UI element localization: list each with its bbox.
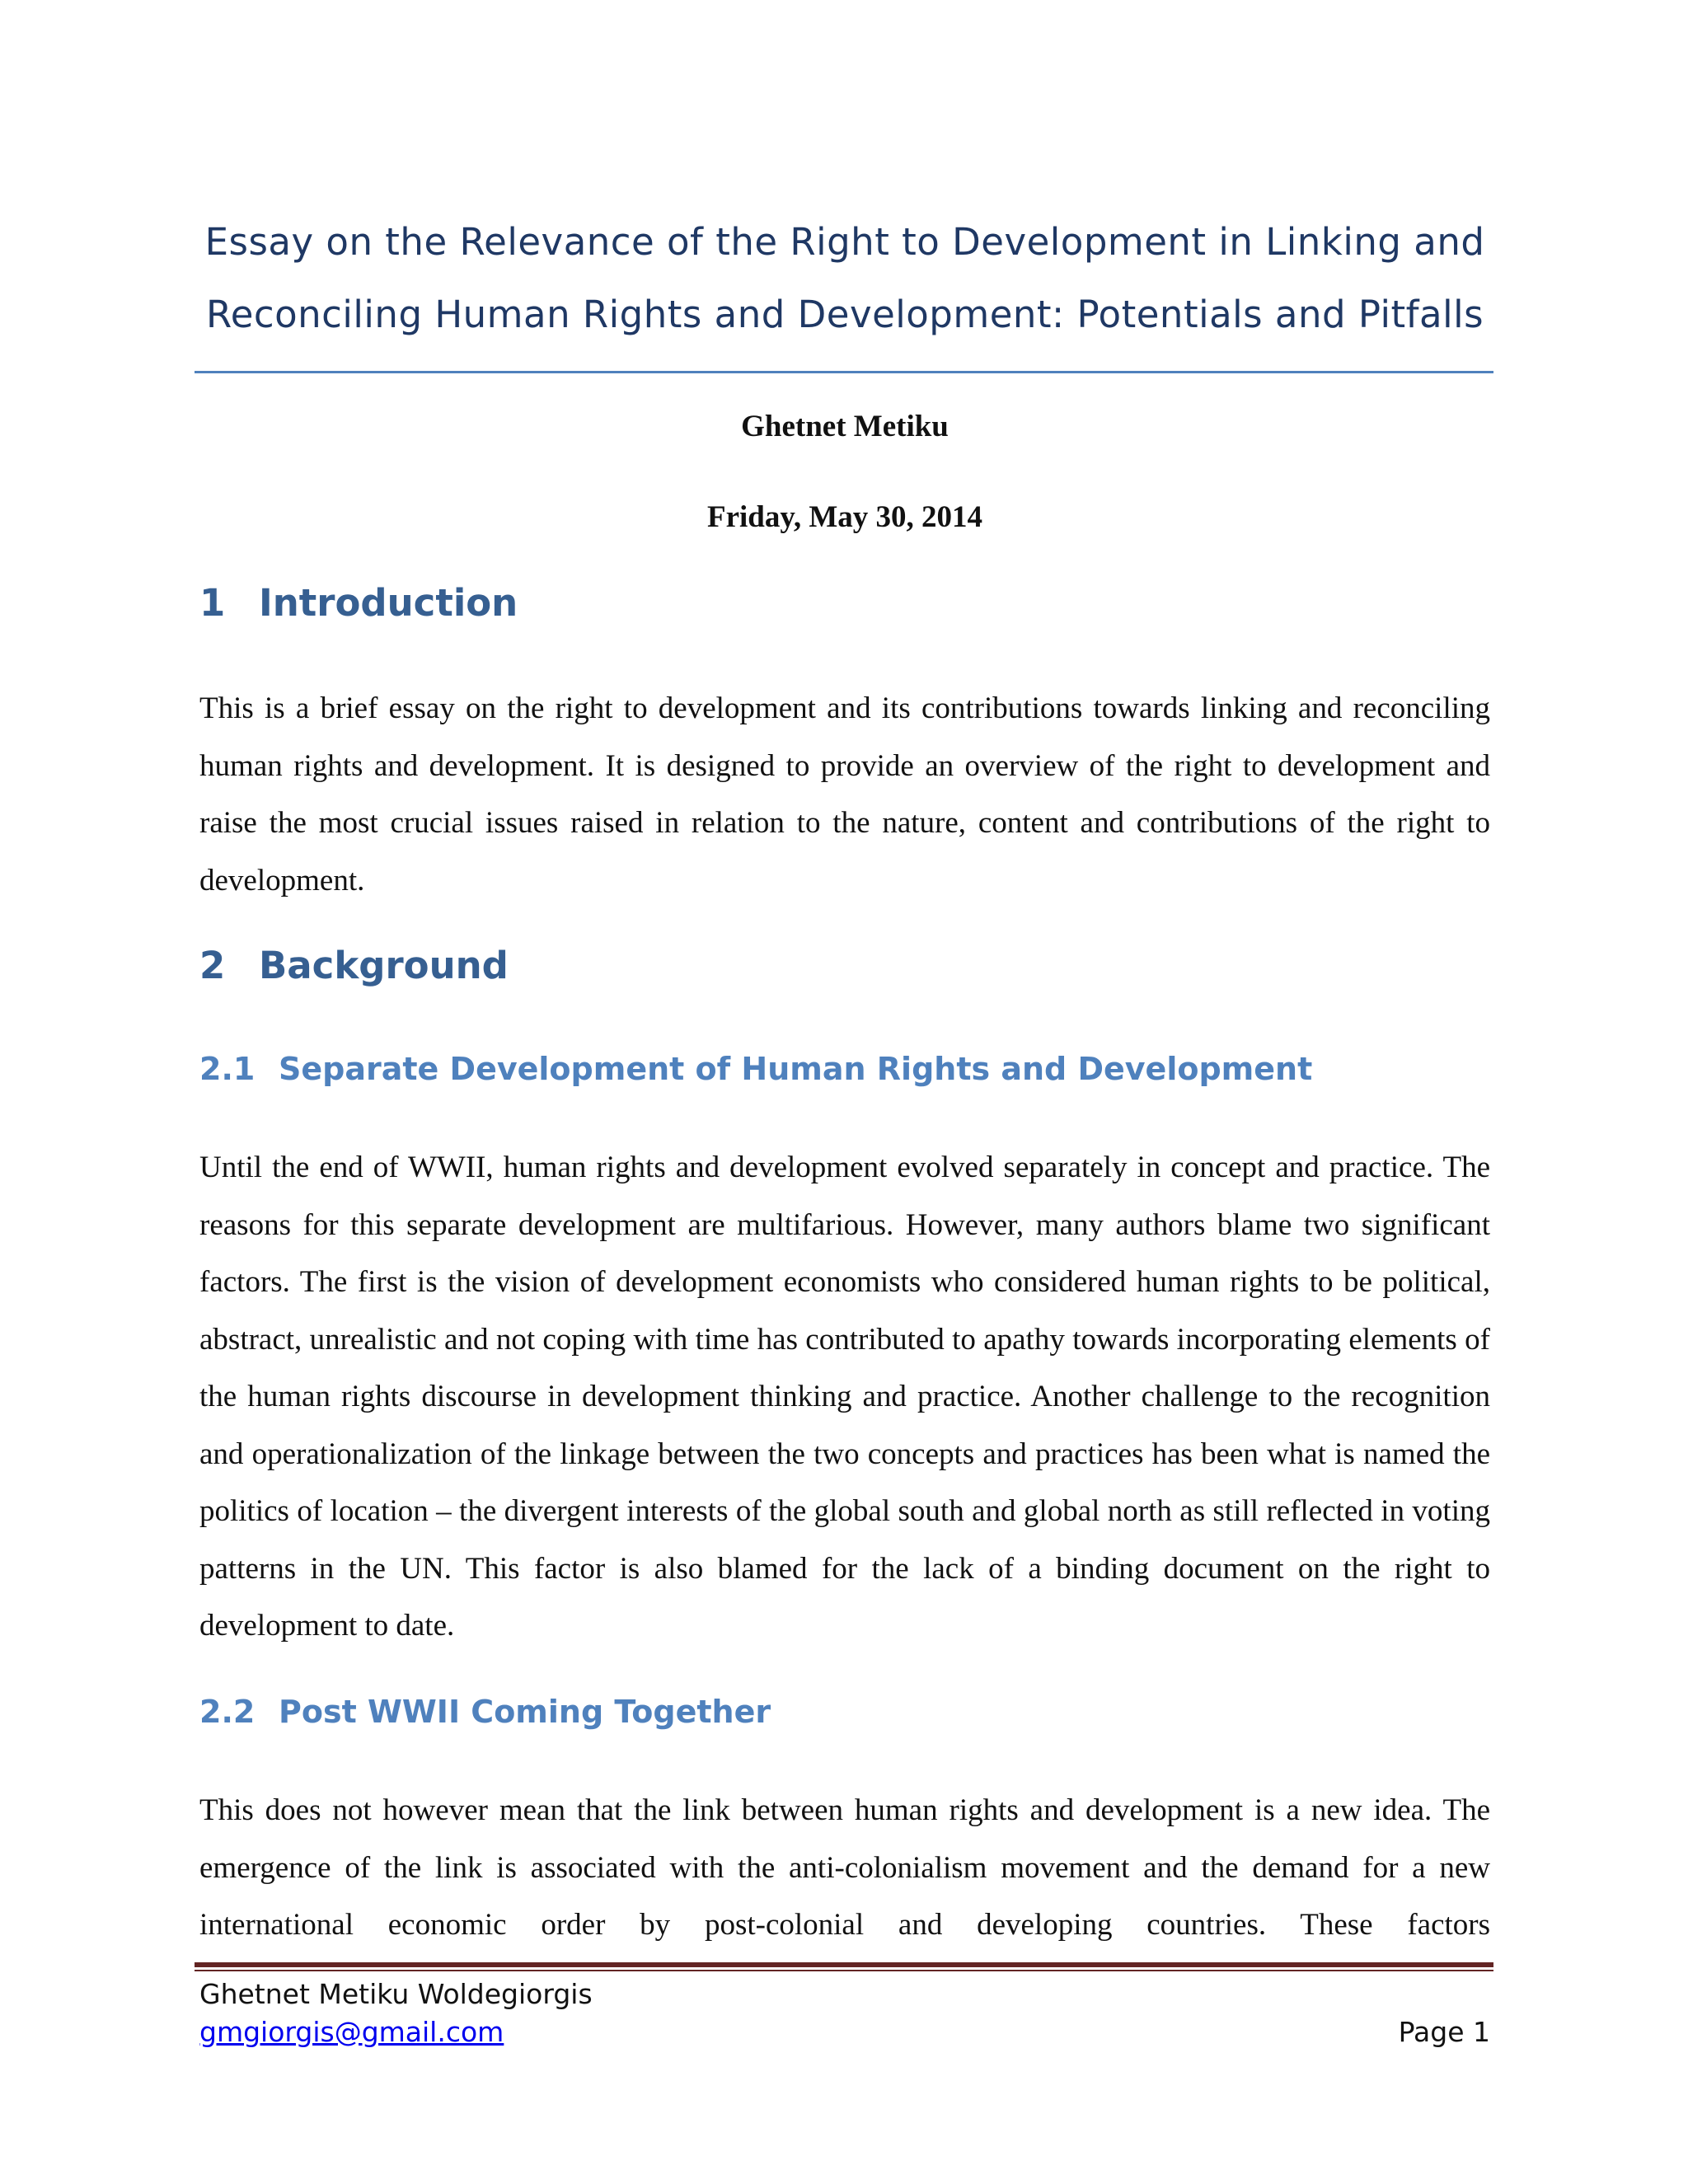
footer-divider-thin [195, 1970, 1493, 1971]
footer-divider [195, 1962, 1493, 1967]
heading-introduction [199, 581, 518, 625]
document-title [198, 206, 1492, 351]
section-number: 2.2 [199, 1694, 256, 1730]
footer-email-link[interactable]: gmgiorgis@gmail.com [199, 2016, 504, 2048]
title-divider [195, 371, 1493, 373]
paragraph-introduction: This is a brief essay on the right to development and its contributions towards linking and reconciling human rights and development. It is designed to provide an overview of the right to development and raise the most crucial issues raised in relation to the nature, content and contributions of the right to development. [199, 691, 1490, 898]
paragraph-separate-development: Until the end of WWII, human rights and development evolved separately in concept and practice. The reasons for this separate development are multifarious. However, many authors blame two significant factors. The first is the vision of development economists who considered human rights to be political, abstract, unrealistic and not coping with time has contributed to apathy towards incorporating elements of the human rights discourse in development thinking and practice. Another challenge to the recognition and operationalization of the linkage between the two concepts and practices has been what is named the politics of location – the divergent interests of the global south and global north as still reflected in voting patterns in the UN. This factor is also blamed for the lack of a binding document on the right to development to date. [199, 1151, 1490, 1643]
section-title: Post WWII Coming Together [279, 1694, 771, 1730]
page-number: Page 1 [1398, 2016, 1490, 2048]
footer-author: Ghetnet Metiku Woldegiorgis [199, 1978, 593, 2010]
section-title: Introduction [259, 581, 518, 625]
title-line-2: Reconciling Human Rights and Development: Potentials and Pitfalls [205, 293, 1484, 336]
heading-separate-development [199, 1051, 1312, 1087]
heading-post-wwii [199, 1694, 771, 1730]
heading-background [199, 944, 509, 987]
author-name: Ghetnet Metiku [741, 410, 949, 443]
section-title: Background [259, 944, 509, 987]
section-number: 1 [199, 581, 226, 625]
section-title: Separate Development of Human Rights and Development [279, 1051, 1313, 1087]
paragraph-post-wwii: This does not however mean that the link between human rights and development is a new idea. The emergence of the link is associated with the anti-colonialism movement and the demand for a new international economic order by post-colonial and developing countries. These factors [199, 1793, 1490, 1942]
title-line-1: Essay on the Relevance of the Right to Development in Linking and [204, 220, 1485, 264]
section-number: 2.1 [199, 1051, 256, 1087]
document-date: Friday, May 30, 2014 [706, 500, 982, 534]
section-number: 2 [199, 944, 226, 987]
